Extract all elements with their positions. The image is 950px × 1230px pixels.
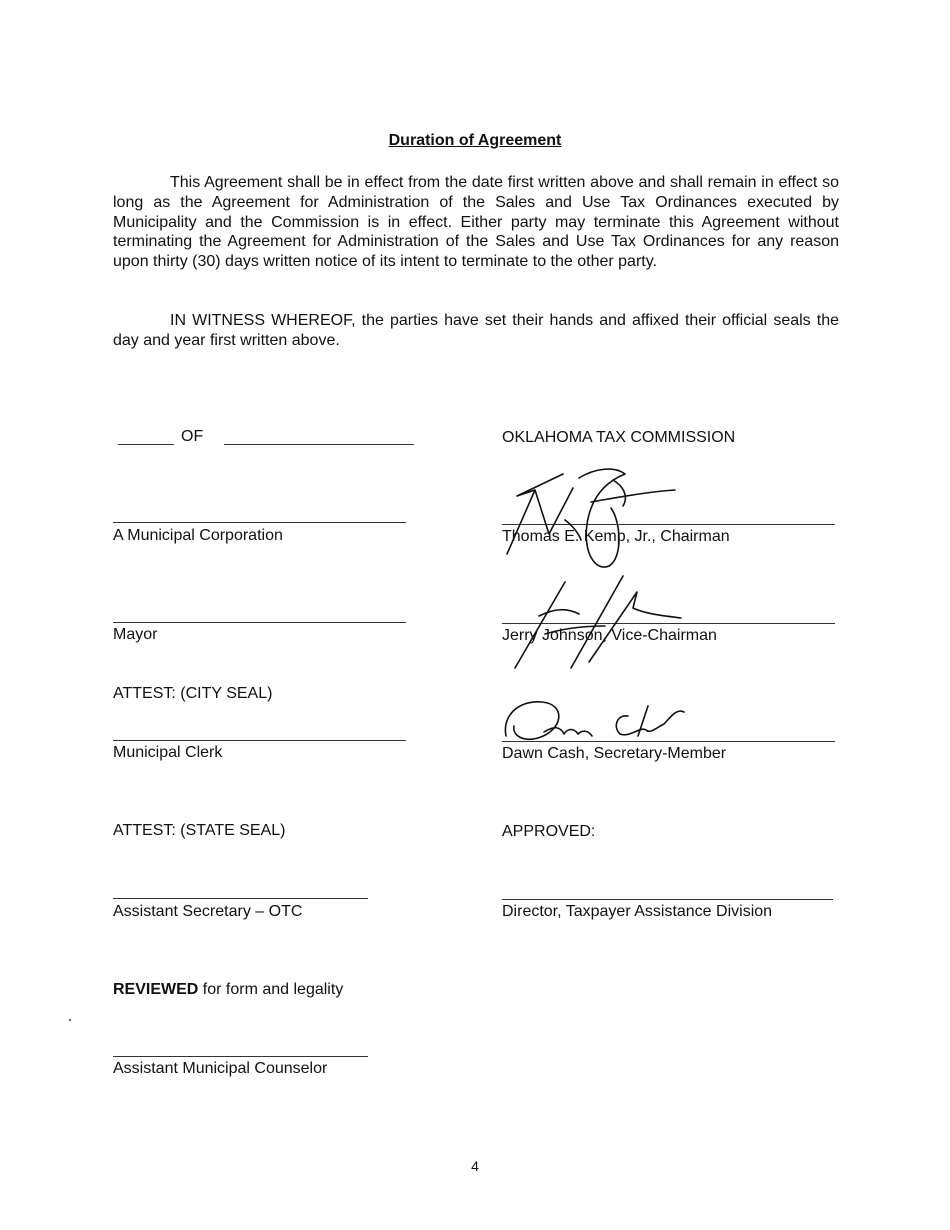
reviewed-rest-text: for form and legality (198, 981, 344, 998)
commission-name: OKLAHOMA TAX COMMISSION (502, 429, 736, 446)
section-heading: Duration of Agreement (388, 132, 562, 149)
stray-mark (69, 1019, 71, 1021)
of-label: OF (181, 428, 204, 445)
director-label: Director, Taxpayer Assistance Division (502, 903, 773, 920)
vice-chairman-label: Jerry Johnson, Vice-Chairman (502, 627, 717, 644)
page-number: 4 (471, 1158, 479, 1174)
municipal-clerk-label: Municipal Clerk (113, 744, 223, 761)
witness-paragraph (113, 311, 839, 351)
chairman-signature (495, 462, 695, 580)
municipality-name-blank-line (224, 444, 414, 445)
assistant-secretary-signature-line (113, 898, 368, 899)
assistant-secretary-label: Assistant Secretary – OTC (113, 903, 303, 920)
chairman-label: Thomas E. Kemp, Jr., Chairman (502, 528, 730, 545)
witness-paragraph-text: IN WITNESS WHEREOF, the parties have set their hands and affixed their official seals the day and year first written above. (113, 312, 839, 349)
approved-label: APPROVED: (502, 823, 596, 840)
secretary-signature (498, 696, 698, 746)
reviewed-statement (113, 981, 343, 999)
mayor-label: Mayor (113, 626, 158, 643)
duration-paragraph (113, 173, 839, 272)
attest-city-seal-label: ATTEST: (CITY SEAL) (113, 685, 273, 702)
attest-state-seal-label: ATTEST: (STATE SEAL) (113, 822, 286, 839)
director-signature-line (502, 899, 833, 900)
secretary-label: Dawn Cash, Secretary-Member (502, 745, 727, 762)
mayor-signature-line (113, 622, 406, 623)
reviewed-bold-text: REVIEWED (113, 981, 199, 998)
municipal-clerk-signature-line (113, 740, 406, 741)
city-name-blank-line (118, 444, 174, 445)
municipal-corporation-signature-line (113, 522, 406, 523)
assistant-counselor-label: Assistant Municipal Counselor (113, 1060, 328, 1077)
assistant-counselor-signature-line (113, 1056, 368, 1057)
municipal-corporation-label: A Municipal Corporation (113, 527, 283, 544)
duration-paragraph-text: This Agreement shall be in effect from the date first written above and shall remain in effect so long as the Agreement for Administration of the Sales and Use Tax Ordinances executed by Municipality and the Commission is in effect. Either party may terminate this Agreement without terminating the Agreement for Administration of the Sales and Use Tax Ordinances for any reason upon thirty (30) days written notice of its intent to terminate to the other party. (113, 174, 839, 271)
vice-chairman-signature (505, 568, 685, 672)
